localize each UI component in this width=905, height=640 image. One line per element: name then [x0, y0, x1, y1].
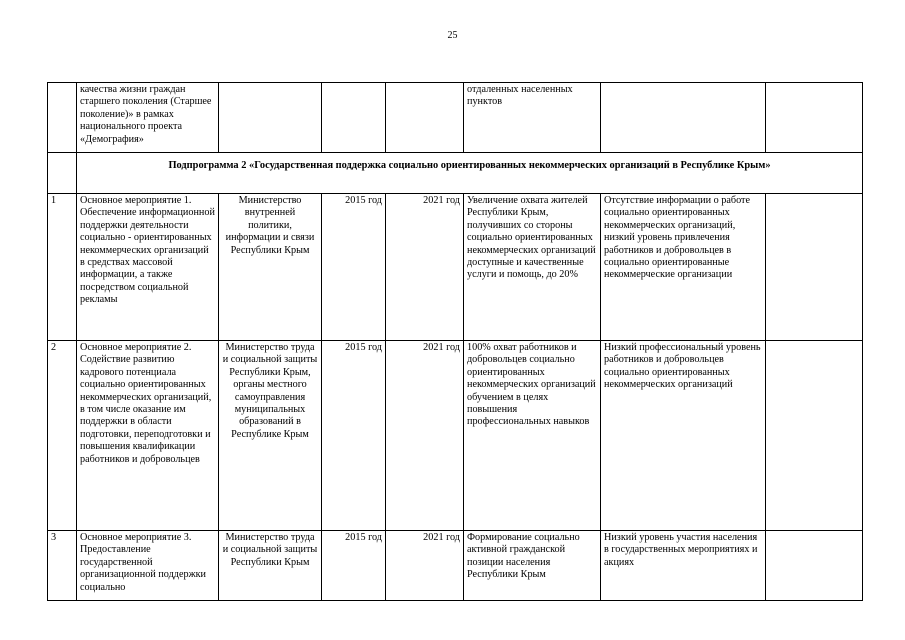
- cell-event: качества жизни граждан старшего поколения (Старшее поколение)» в рамках национального проекта «Демография»: [77, 83, 219, 153]
- cell-extra: [766, 83, 863, 153]
- cell-extra: [766, 194, 863, 341]
- cell-num: 3: [48, 531, 77, 601]
- cell-end: 2021 год: [386, 194, 464, 341]
- cell-result: Увеличение охвата жителей Республики Крым, получивших со стороны социально ориентированных некоммерческих организаций доступные и качественные услуги и помощь, до 20%: [464, 194, 601, 341]
- cell-end: 2021 год: [386, 341, 464, 531]
- cell-consequence: [601, 83, 766, 153]
- cell-consequence: Отсутствие информации о работе социально ориентированных некоммерческих организаций, низкий уровень привлечения работников и добровольцев в социально ориентированные некоммерческие организации: [601, 194, 766, 341]
- cell-start: 2015 год: [322, 194, 386, 341]
- table-row: [48, 194, 863, 341]
- table-row: [48, 531, 863, 601]
- cell-consequence: Низкий профессиональный уровень работников и добровольцев социально ориентированных некоммерческих организаций: [601, 341, 766, 531]
- cell-event: Основное мероприятие 2. Содействие развитию кадрового потенциала социально ориентированных некоммерческих организаций, в том числе оказание им поддержки в области подготовки, переподготовки и повышения квалификации работников и добровольцев: [77, 341, 219, 531]
- cell-start: [322, 83, 386, 153]
- cell-start: 2015 год: [322, 341, 386, 531]
- cell-result: отдаленных населенных пунктов: [464, 83, 601, 153]
- program-events-table: [47, 82, 863, 601]
- table-row: [48, 341, 863, 531]
- cell-result: 100% охват работников и добровольцев социально ориентированных некоммерческих организаций обучением в целях повышения профессиональных навыков: [464, 341, 601, 531]
- cell-executor: Министерство труда и социальной защиты Республики Крым: [219, 531, 322, 601]
- cell-executor: Министерство внутренней политики, информации и связи Республики Крым: [219, 194, 322, 341]
- continuation-row: [48, 83, 863, 153]
- cell-extra: [766, 341, 863, 531]
- cell-event: Основное мероприятие 1. Обеспечение информационной поддержки деятельности социально - ориентированных некоммерческих организаций в средствах массовой информации, а также посредством социальной рекламы: [77, 194, 219, 341]
- page-number: 25: [447, 30, 458, 41]
- cell-num: 2: [48, 341, 77, 531]
- cell-start: 2015 год: [322, 531, 386, 601]
- cell-consequence: Низкий уровень участия населения в государственных мероприятиях и акциях: [601, 531, 766, 601]
- cell-num: [48, 153, 77, 194]
- cell-executor: Министерство труда и социальной защиты Республики Крым, органы местного самоуправления муниципальных образований в Республике Крым: [219, 341, 322, 531]
- subprogram-title: Подпрограмма 2 «Государственная поддержка социально ориентированных некоммерческих организаций в Республике Крым»: [77, 153, 863, 194]
- cell-end: [386, 83, 464, 153]
- cell-end: 2021 год: [386, 531, 464, 601]
- cell-num: [48, 83, 77, 153]
- cell-num: 1: [48, 194, 77, 341]
- cell-result: Формирование социально активной гражданской позиции населения Республики Крым: [464, 531, 601, 601]
- cell-executor: [219, 83, 322, 153]
- cell-extra: [766, 531, 863, 601]
- subprogram-row: [48, 153, 863, 194]
- cell-event: Основное мероприятие 3. Предоставление государственной организационной поддержки социально: [77, 531, 219, 601]
